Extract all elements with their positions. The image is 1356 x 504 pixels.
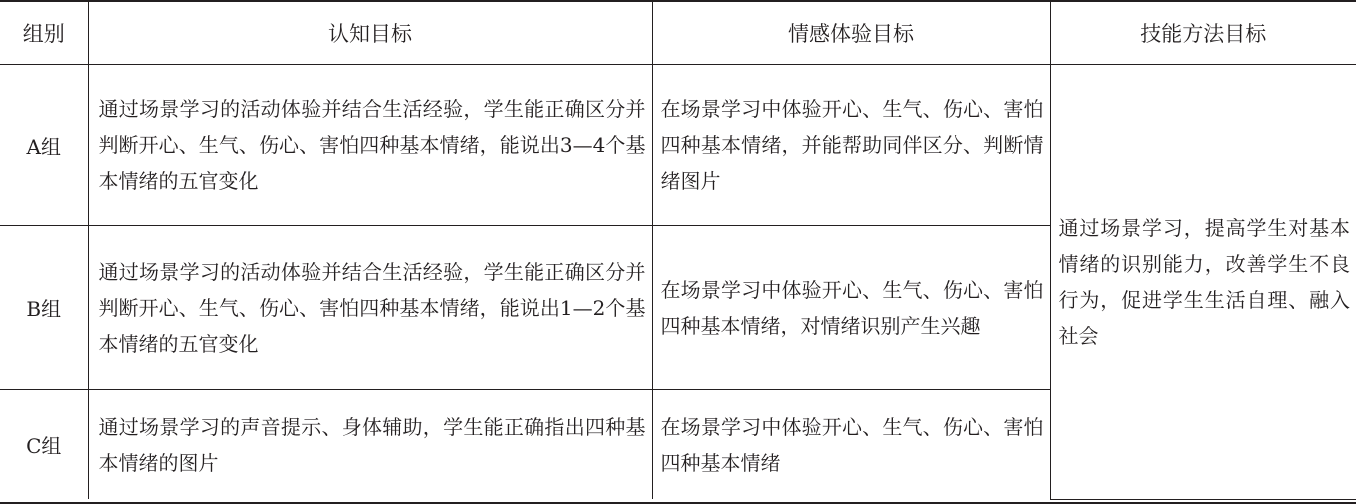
group-label: B组 (0, 226, 88, 390)
header-skill-goal: 技能方法目标 (1050, 2, 1356, 65)
cognitive-goal-cell: 通过场景学习的活动体验并结合生活经验，学生能正确区分并判断开心、生气、伤心、害怕四种基本情绪，能说出3—4个基本情绪的五官变化 (88, 65, 652, 226)
header-row (0, 2, 1356, 65)
header-emotional-goal: 情感体验目标 (652, 2, 1050, 65)
table-row-group-a (0, 65, 1356, 226)
emotional-goal-cell: 在场景学习中体验开心、生气、伤心、害怕四种基本情绪 (652, 390, 1050, 500)
header-cognitive-goal: 认知目标 (88, 2, 652, 65)
teaching-goals-table (0, 2, 1356, 500)
cognitive-goal-cell: 通过场景学习的声音提示、身体辅助，学生能正确指出四种基本情绪的图片 (88, 390, 652, 500)
group-label: C组 (0, 390, 88, 500)
skill-goal-cell: 通过场景学习，提高学生对基本情绪的识别能力，改善学生不良行为，促进学生生活自理、融入社会 (1050, 65, 1356, 500)
group-label: A组 (0, 65, 88, 226)
cognitive-goal-cell: 通过场景学习的活动体验并结合生活经验，学生能正确区分并判断开心、生气、伤心、害怕四种基本情绪，能说出1—2个基本情绪的五官变化 (88, 226, 652, 390)
header-group: 组别 (0, 2, 88, 65)
emotional-goal-cell: 在场景学习中体验开心、生气、伤心、害怕四种基本情绪，对情绪识别产生兴趣 (652, 226, 1050, 390)
emotional-goal-cell: 在场景学习中体验开心、生气、伤心、害怕四种基本情绪，并能帮助同伴区分、判断情绪图片 (652, 65, 1050, 226)
